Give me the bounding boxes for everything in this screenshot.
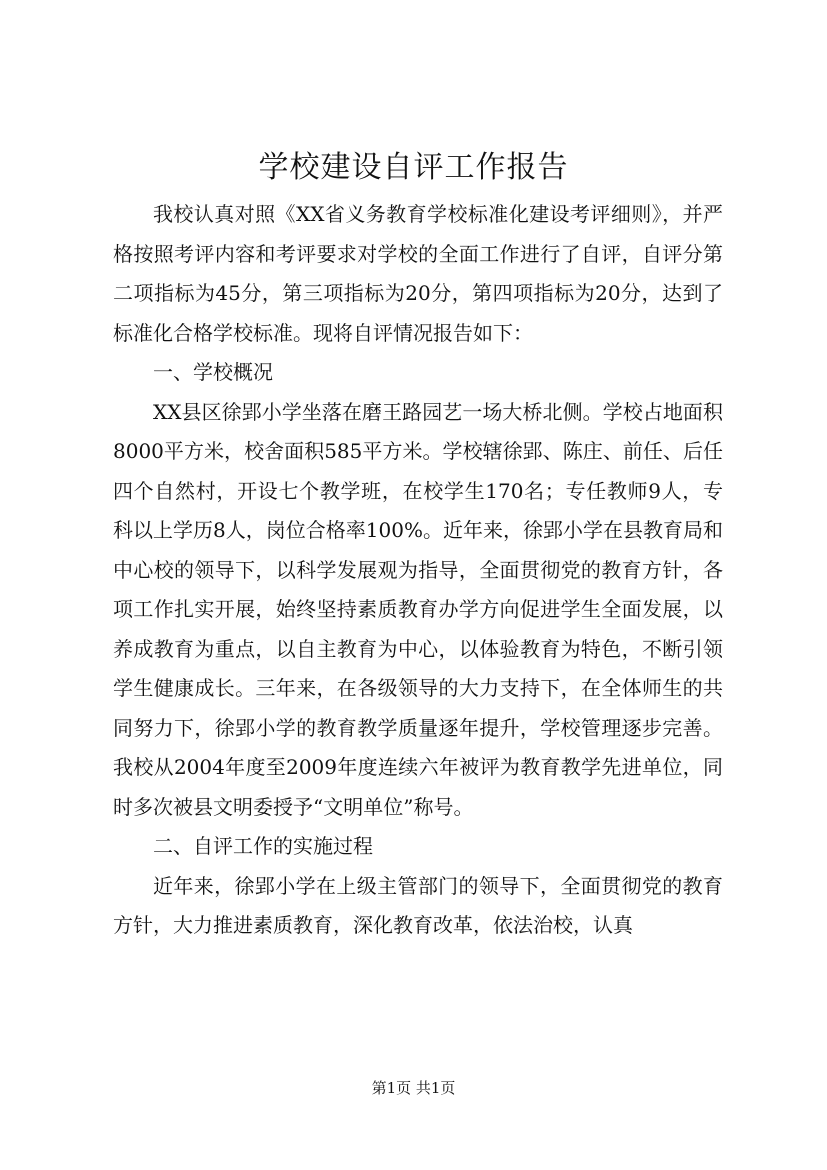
section-heading-implementation: 二、自评工作的实施过程: [153, 834, 373, 858]
implementation-paragraph: 近年来，徐郢小学在上级主管部门的领导下，全面贯彻党的教育方针，大力推进素质教育，深化教育改革，依法治校，认真: [113, 873, 723, 937]
page-footer: 第1页 共1页: [371, 1079, 456, 1097]
document-body: [113, 195, 723, 946]
school-overview-paragraph: XX县区徐郢小学坐落在磨王路园艺一场大桥北侧。学校占地面积8000平方米，校舍面积585平方米。学校辖徐郢、陈庄、前任、后任四个自然村，开设七个教学班，在校学生170名；专任教师9人，专科以上学历8人，岗位合格率100%。近年来，徐郢小学在县教育局和中心校的领导下，以科学发展观为指导，全面贯彻党的教育方针，各项工作扎实开展，始终坚持素质教育办学方向促进学生全面发展，以养成教育为重点，以自主教育为中心，以体验教育为特色，不断引领学生健康成长。三年来，在各级领导的大力支持下，在全体师生的共同努力下，徐郢小学的教育教学质量逐年提升，学校管理逐步完善。我校从2004年度至2009年度连续六年被评为教育教学先进单位，同时多次被县文明委授予“文明单位”称号。: [113, 399, 723, 819]
section-heading-school-overview: 一、学校概况: [153, 360, 273, 384]
document-title: 学校建设自评工作报告: [258, 150, 569, 185]
intro-paragraph: 我校认真对照《XX省义务教育学校标准化建设考评细则》，并严格按照考评内容和考评要求对学校的全面工作进行了自评，自评分第二项指标为45分，第三项指标为20分，第四项指标为20分，达到了标准化合格学校标准。现将自评情况报告如下：: [113, 202, 723, 345]
